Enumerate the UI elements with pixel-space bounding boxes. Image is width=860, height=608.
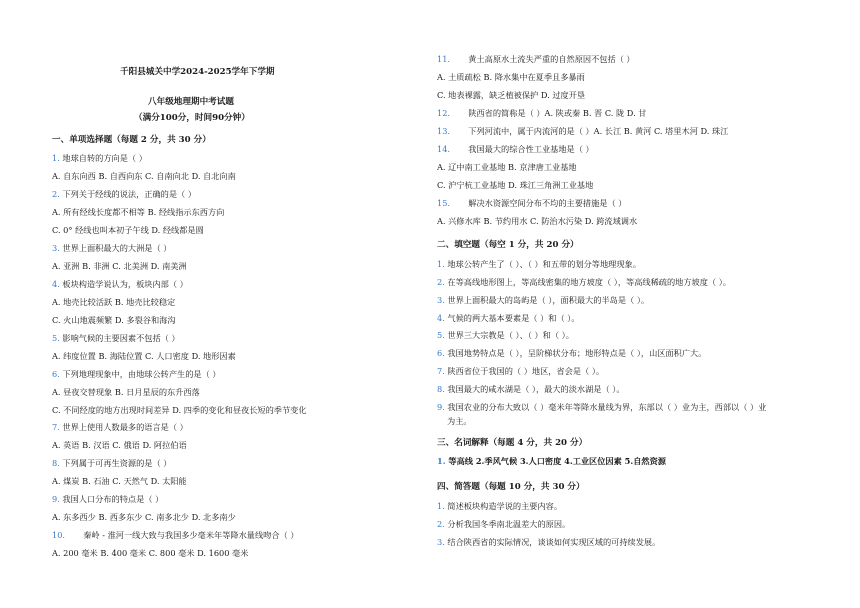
question-text: 世界上使用人数最多的语言是（ ） — [62, 422, 188, 432]
question-number: 3. — [437, 295, 445, 305]
question-text: 影响气候的主要因素不包括（ ） — [62, 333, 180, 343]
question-text: 下列属于可再生资源的是（ ） — [62, 458, 172, 468]
question-options: C. 沪宁杭工业基地 D. 珠江三角洲工业基地 — [437, 180, 594, 190]
question-number: 11. — [437, 54, 451, 64]
question-text: 我国地势特点是（ ），呈阶梯状分布；地形特点是（ ），山区面积广大。 — [447, 348, 707, 358]
question-options: A. 所有经线长度都不相等 B. 经线指示东西方向 — [52, 207, 225, 217]
question-text: 秦岭 - 淮河一线大致与我国多少毫米年等降水量线吻合（ ） — [83, 530, 299, 540]
question-number: 1. — [52, 153, 60, 163]
question-text: 陕西省的简称是（ ）A. 陕或秦 B. 晋 C. 陇 D. 甘 — [468, 108, 647, 118]
question — [52, 494, 163, 504]
exam-info: （满分100分，时间90分钟） — [134, 113, 250, 123]
short-answer — [437, 501, 562, 511]
question-number: 9. — [437, 402, 445, 412]
fill-question — [437, 402, 766, 412]
question-text: 陕西省位于我国的（ ）地区，省会是（ ）。 — [447, 366, 605, 376]
question-number: 4. — [437, 313, 445, 323]
question — [437, 144, 594, 154]
question — [52, 530, 299, 540]
question-number: 4. — [52, 279, 60, 289]
question-number: 7. — [437, 366, 445, 376]
question-text: 世界三大宗教是（ ）、（ ）和（ ）。 — [447, 330, 574, 340]
question-number: 10. — [52, 530, 66, 540]
question — [52, 333, 180, 343]
question-number: 3. — [437, 537, 445, 547]
question-text: 我国最大的综合性工业基地是（ ） — [468, 144, 594, 154]
question-options: A. 英语 B. 汉语 C. 俄语 D. 阿拉伯语 — [52, 440, 187, 450]
fill-question — [437, 313, 580, 323]
fill-question — [437, 348, 706, 358]
question-text: 简述板块构造学说的主要内容。 — [447, 501, 563, 511]
question-text: 下列地理现象中，由地球公转产生的是（ ） — [62, 369, 221, 379]
terms-text: 等高线 2.季风气候 3.人口密度 4.工业区位因素 5.自然资源 — [448, 456, 666, 466]
question-text: 我国农业的分布大致以（ ）毫米年等降水量线为界，东部以（ ）业为主，西部以（ ）业 — [447, 402, 767, 412]
question-number: 1. — [437, 501, 445, 511]
question-options: A. 昼夜交替现象 B. 日月星辰的东升西落 — [52, 387, 200, 397]
question-options: A. 地壳比较活跃 B. 地壳比较稳定 — [52, 297, 176, 307]
question-number: 2. — [437, 519, 445, 529]
short-answer — [437, 519, 570, 529]
question-options: A. 兴修水库 B. 节约用水 C. 防治水污染 D. 跨流域调水 — [437, 216, 638, 226]
question — [52, 189, 196, 199]
question-text: 结合陕西省的实际情况，谈谈如何实现区域的可持续发展。 — [447, 537, 661, 547]
question-text: 在等高线地形图上，等高线密集的地方坡度（ ），等高线稀疏的地方坡度（ ）。 — [447, 277, 731, 287]
question-number: 12. — [437, 108, 451, 118]
section-heading: 二、填空题（每空 1 分，共 20 分） — [437, 240, 579, 250]
fill-question-continued: 为主。 — [447, 416, 472, 426]
question-number: 2. — [437, 277, 445, 287]
question-number: 8. — [52, 458, 60, 468]
question-text: 世界上面积最大的大洲是（ ） — [62, 243, 172, 253]
fill-question — [437, 259, 641, 269]
question-number: 1. — [437, 259, 445, 269]
question-number: 14. — [437, 144, 451, 154]
question-options: A. 东多西少 B. 西多东少 C. 南多北少 D. 北多南少 — [52, 512, 236, 522]
question-number: 3. — [52, 243, 60, 253]
exam-title: 八年级地理期中考试题 — [148, 97, 234, 107]
question-options: C. 0° 经线也叫本初子午线 D. 经线都是圆 — [52, 225, 204, 235]
question-number: 8. — [437, 384, 445, 394]
question-text: 板块构造学说认为，板块内部（ ） — [62, 279, 188, 289]
question-text: 世界上面积最大的岛屿是（ ），面积最大的半岛是（ ）。 — [447, 295, 650, 305]
question-text: 解决水资源空间分布不均的主要措施是（ ） — [468, 198, 627, 208]
question-options: A. 煤炭 B. 石油 C. 天然气 D. 太阳能 — [52, 476, 187, 486]
question — [437, 108, 646, 118]
question — [52, 279, 188, 289]
question-text: 分析我国冬季南北温差大的原因。 — [447, 519, 571, 529]
question-text: 我国最大的咸水湖是（ ），最大的淡水湖是（ ）。 — [447, 384, 625, 394]
question — [437, 126, 728, 136]
fill-question — [437, 366, 604, 376]
question-number: 5. — [52, 333, 60, 343]
question-number: 9. — [52, 494, 60, 504]
fill-question — [437, 384, 625, 394]
school-title: 千阳县城关中学2024-2025学年下学期 — [120, 67, 275, 77]
question — [52, 369, 221, 379]
question-number: 7. — [52, 422, 60, 432]
question-options: A. 辽中南工业基地 B. 京津唐工业基地 — [437, 162, 577, 172]
question-text: 地球公转产生了（ ）、（ ）和五带的划分等地理现象。 — [447, 259, 641, 269]
terms-list — [437, 456, 666, 466]
question-text: 黄土高原水土流失严重的自然原因不包括（ ） — [468, 54, 635, 64]
question-text: 下列关于经线的说法，正确的是（ ） — [62, 189, 197, 199]
question-number: 2. — [52, 189, 60, 199]
question-options: A. 200 毫米 B. 400 毫米 C. 800 毫米 D. 1600 毫米 — [52, 548, 249, 558]
question-options: C. 火山地震频繁 D. 多裂谷和海沟 — [52, 315, 176, 325]
question — [52, 458, 171, 468]
question-options: A. 亚洲 B. 非洲 C. 北美洲 D. 南美洲 — [52, 261, 187, 271]
question-text: 气候的两大基本要素是（ ）和（ ）。 — [447, 313, 580, 323]
question-options: A. 土质疏松 B. 降水集中在夏季且多暴雨 — [437, 72, 585, 82]
question — [52, 243, 171, 253]
question-options: C. 不同经度的地方出现时间差异 D. 四季的变化和昼夜长短的季节变化 — [52, 405, 307, 415]
fill-question — [437, 277, 731, 287]
question — [52, 422, 188, 432]
question-text: 我国人口分布的特点是（ ） — [62, 494, 164, 504]
section-heading: 三、名词解释（每题 4 分，共 20 分） — [437, 438, 588, 448]
fill-question — [437, 330, 574, 340]
question-number: 6. — [52, 369, 60, 379]
question-text: 下列河流中，属于内流河的是（ ）A. 长江 B. 黄河 C. 塔里木河 D. 珠江 — [468, 126, 729, 136]
section-heading: 四、简答题（每题 10 分，共 30 分） — [437, 482, 585, 492]
fill-question — [437, 295, 649, 305]
short-answer — [437, 537, 660, 547]
question-number: 13. — [437, 126, 451, 136]
question-number: 6. — [437, 348, 445, 358]
section-heading: 一、单项选择题（每题 2 分，共 30 分） — [52, 135, 211, 145]
question-text: 地球自转的方向是（ ） — [62, 153, 147, 163]
question — [52, 153, 147, 163]
question-number: 5. — [437, 330, 445, 340]
question-number: 1. — [437, 456, 446, 466]
question-options: C. 地表裸露，缺乏植被保护 D. 过度开垦 — [437, 90, 586, 100]
question-number: 15. — [437, 198, 451, 208]
question — [437, 198, 626, 208]
question-options: A. 纬度位置 B. 海陆位置 C. 人口密度 D. 地形因素 — [52, 351, 236, 361]
question-options: A. 自东向西 B. 自西向东 C. 自南向北 D. 自北向南 — [52, 171, 236, 181]
question — [437, 54, 635, 64]
